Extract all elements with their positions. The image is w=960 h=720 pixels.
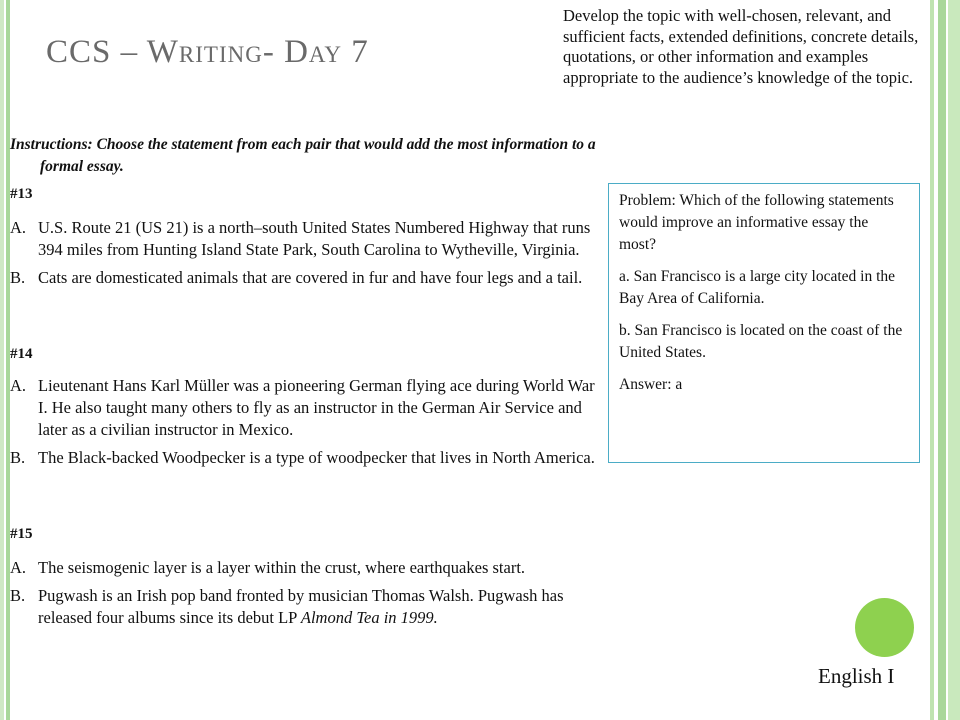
question-14-options: [10, 375, 605, 475]
problem-option-a: a. San Francisco is a large city located in the Bay Area of California.: [619, 268, 896, 307]
question-15-option-a: [10, 557, 605, 579]
question-13-options: [10, 217, 605, 295]
option-letter: B.: [10, 586, 26, 605]
question-15-option-b: [10, 585, 605, 629]
right-decorative-stripes: [926, 0, 960, 720]
problem-option-b: b. San Francisco is located on the coast of the United States.: [619, 322, 903, 361]
slide-title: CCS – Writing- Day 7: [46, 34, 369, 70]
option-text: The seismogenic layer is a layer within the crust, where earthquakes start.: [38, 558, 526, 577]
problem-answer: Answer: a: [619, 376, 683, 393]
option-text: Pugwash is an Irish pop band fronted by musician Thomas Walsh. Pugwash has released four albums since its debut LP: [38, 586, 564, 627]
option-letter: A.: [10, 218, 27, 237]
problem-box: [608, 183, 920, 463]
green-circle-decoration: [855, 598, 914, 657]
question-number-13: #13: [10, 186, 33, 202]
problem-question: Problem: Which of the following statements would improve an informative essay the most?: [619, 192, 894, 253]
option-italic-tail: Almond Tea in 1999.: [300, 608, 438, 627]
question-13-option-b: [10, 267, 605, 289]
instructions-text: Instructions: Choose the statement from each pair that would add the most information to a formal essay.: [10, 136, 596, 175]
option-letter: A.: [10, 558, 27, 577]
option-text: Cats are domesticated animals that are covered in fur and have four legs and a tail.: [38, 268, 583, 287]
option-letter: B.: [10, 268, 26, 287]
option-text: The Black-backed Woodpecker is a type of woodpecker that lives in North America.: [38, 448, 595, 467]
option-text: Lieutenant Hans Karl Müller was a pioneering German flying ace during World War I. He also taught many others to fly as an instructor in the German Air Service and later as a civilian instructor in Mexico.: [38, 376, 595, 439]
left-decorative-stripe: [0, 0, 10, 720]
question-15-options: [10, 557, 605, 635]
option-letter: A.: [10, 376, 27, 395]
standard-text: Develop the topic with well-chosen, relevant, and sufficient facts, extended definitions, concrete details, quotations, or other information and examples appropriate to the audience’s knowledge of the topic.: [563, 6, 919, 87]
option-text: U.S. Route 21 (US 21) is a north–south United States Numbered Highway that runs 394 miles from Hunting Island State Park, South Carolina to Wytheville, Virginia.: [38, 218, 591, 259]
option-letter: B.: [10, 448, 26, 467]
question-14-option-a: [10, 375, 605, 441]
instructions: [10, 134, 605, 178]
question-number-14: #14: [10, 346, 33, 362]
footer-course-label: English I: [818, 664, 895, 688]
question-14-option-b: [10, 447, 605, 469]
question-number-15: #15: [10, 526, 33, 542]
question-13-option-a: [10, 217, 605, 261]
